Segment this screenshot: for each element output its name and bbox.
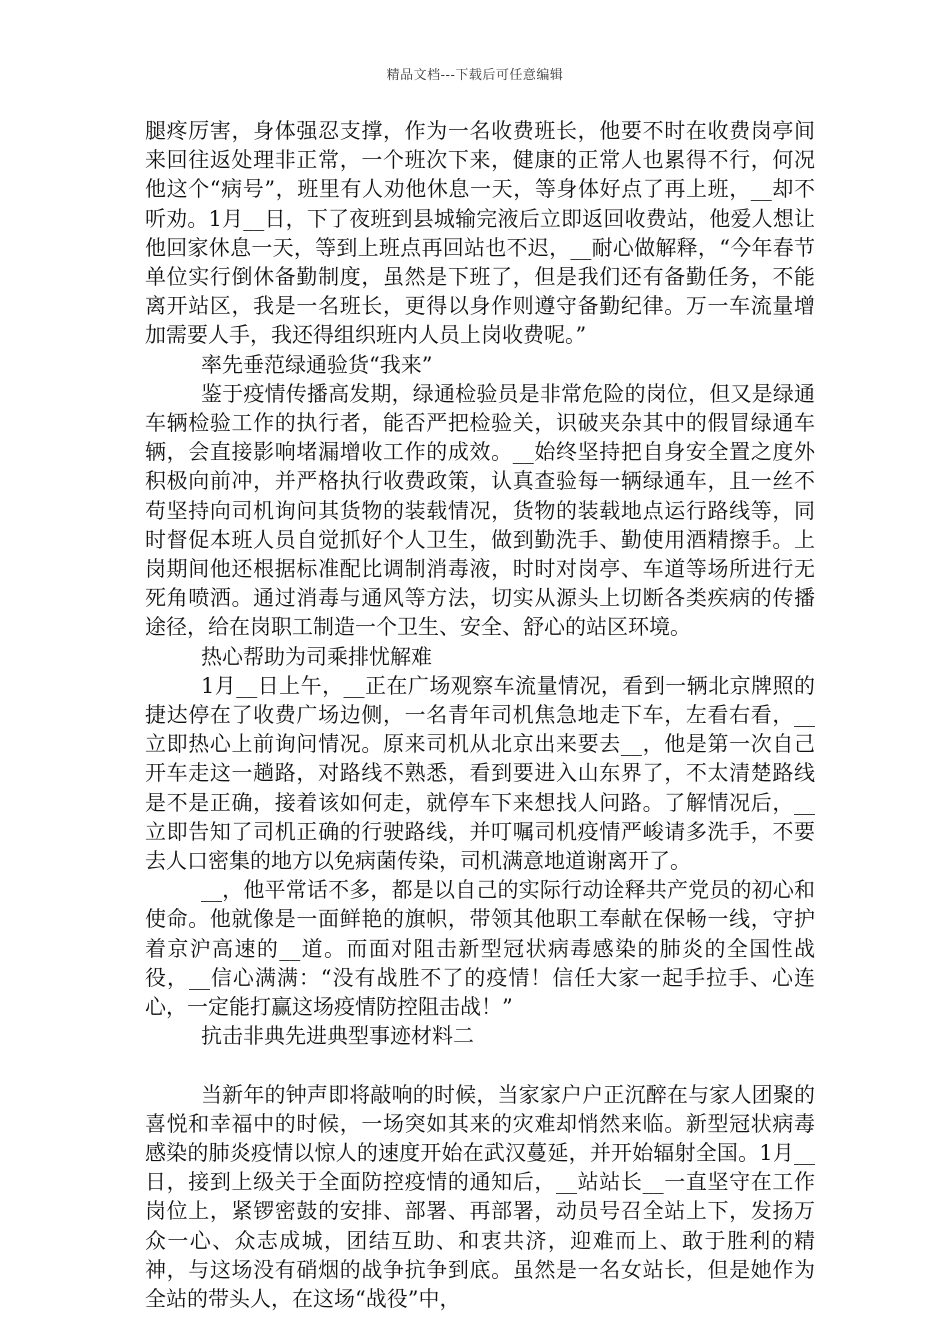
section-heading-green-channel: 率先垂范绿通验货“我来” [201, 352, 433, 377]
section-heading-help-drivers: 热心帮助为司乘排忧解难 [201, 644, 432, 669]
paragraph-summary: __，他平常话不多，都是以自己的实际行动诠释共产党员的初心和使命。他就像是一面鲜艳的旗帜，带领其他职工奉献在保畅一线，守护着京沪高速的__道。而面对阻击新型冠状病毒感染的肺炎的全国性战役，__信心满满：“没有战胜不了的疫情！信任大家一起手拉手、心连心，一定能打赢这场疫情防控阻击战！” [145, 878, 815, 1020]
page-header: 精品文档---下载后可任意编辑 [386, 68, 564, 83]
blank-line [145, 1052, 815, 1081]
paragraph-continuation: 腿疼厉害，身体强忍支撑，作为一名收费班长，他要不时在收费岗亭间来回往返处理非正常，一个班次下来，健康的正常人也累得不行，何况他这个“病号”，班里有人劝他休息一天，等身体好点了再上班，__却不听劝。1月__日，下了夜班到县城输完液后立即返回收费站，他爱人想让他回家休息一天，等到上班点再回站也不迟，__耐心做解释，“今年春节单位实行倒休备勤制度，虽然是下班了，但是我们还有备勤任务，不能离开站区，我是一名班长，更得以身作则遵守备勤纪律。万一车流量增加需要人手，我还得组织班内人员上岗收费呢。” [145, 119, 815, 348]
paragraph-green-channel: 鉴于疫情传播高发期，绿通检验员是非常危险的岗位，但又是绿通车辆检验工作的执行者，能否严把检验关，识破夹杂其中的假冒绿通车辆，会直接影响堵漏增收工作的成效。__始终坚持把自身安全置之度外积极向前冲，并严格执行收费政策，认真查验每一辆绿通车，且一丝不苟坚持向司机询问其货物的装载情况，货物的装载地点运行路线等，同时督促本班人员自觉抓好个人卫生，做到勤洗手、勤使用酒精擦手。上岗期间他还根据标准配比调制消毒液，时时对岗亭、车道等场所进行无死角喷洒。通过消毒与通风等方法，切实从源头上切断各类疾病的传播途径，给在岗职工制造一个卫生、安全、舒心的站区环境。 [145, 381, 815, 640]
section-heading-material-two: 抗击非典先进典型事迹材料二 [201, 1024, 474, 1049]
document-body [145, 117, 815, 1314]
paragraph-material-two: 当新年的钟声即将敲响的时候，当家家户户正沉醉在与家人团聚的喜悦和幸福中的时候，一场突如其来的灾难却悄然来临。新型冠状病毒感染的肺炎疫情以惊人的速度开始在武汉蔓延，并开始辐射全国。1月__日，接到上级关于全面防控疫情的通知后，__站站长__一直坚守在工作岗位上，紧锣密鼓的安排、部署、再部署，动员号召全站上下，发扬万众一心、众志成城，团结互助、和衷共济，迎难而上、敢于胜利的精神，与这场没有硝烟的战争抗争到底。虽然是一名女站长，但是她作为全站的带头人，在这场“战役”中， [145, 1082, 815, 1311]
paragraph-help-drivers: 1月__日上午，__正在广场观察车流量情况，看到一辆北京牌照的捷达停在了收费广场边侧，一名青年司机焦急地走下车，左看右看，__立即热心上前询问情况。原来司机从北京出来要去__，他是第一次自己开车走这一趟路，对路线不熟悉，看到要进入山东界了，不太清楚路线是不是正确，接着该如何走，就停车下来想找人问路。了解情况后，__立即告知了司机正确的行驶路线，并叮嘱司机疫情严峻请多洗手，不要去人口密集的地方以免病菌传染，司机满意地道谢离开了。 [145, 673, 815, 874]
